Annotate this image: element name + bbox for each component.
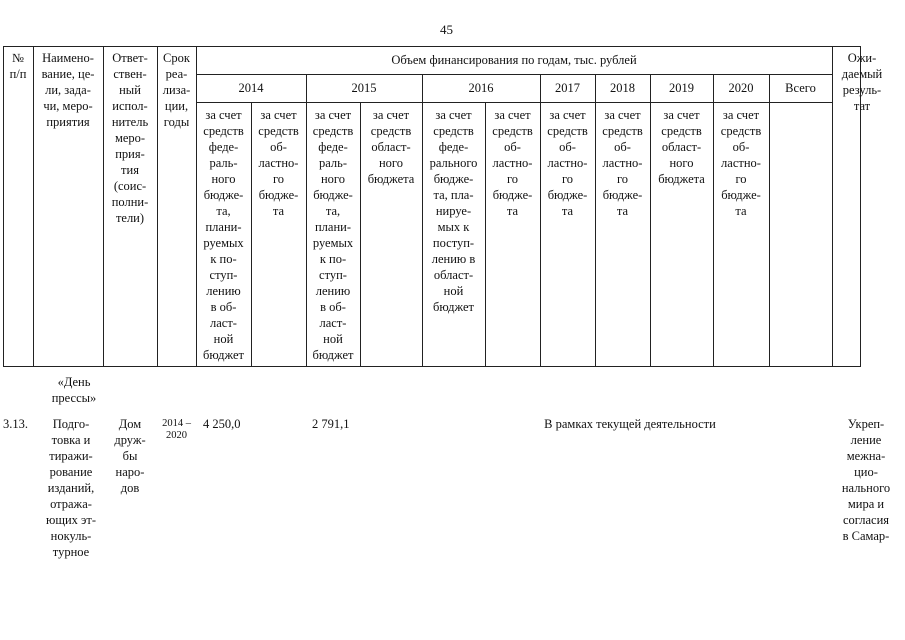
sub-2020-regional: за счет средств об- ластно- го бюдже- та	[720, 108, 762, 218]
item-value-2015-federal: 2 791,1	[312, 417, 350, 431]
sub-2015-regional: за счет средств област- ного бюджета	[367, 108, 415, 186]
sub-2016-regional: за счет средств об- ластно- го бюдже- та	[492, 108, 533, 218]
item-expected-result: Укреп- ление межна- цио- нального мира и согласия в Самар-	[841, 417, 891, 543]
header-number: № п/п	[9, 51, 27, 81]
item-responsible: Дом друж- бы наро- дов	[114, 417, 146, 495]
year-2017: 2017	[555, 81, 580, 95]
item-value-2014-federal: 4 250,0	[203, 417, 241, 431]
sub-2019-regional: за счет средств област- ного бюджета	[658, 108, 705, 186]
sub-2014-regional: за счет средств об- ластно- го бюдже- та	[258, 108, 299, 218]
header-expected-result: Ожи- даемый резуль- тат	[841, 51, 883, 113]
item-number: 3.13.	[3, 417, 28, 431]
previous-item-tail: «День прессы»	[51, 375, 97, 405]
sub-2017-regional: за счет средств об- ластно- го бюдже- та	[547, 108, 588, 218]
sub-2014-federal: за счет средств феде- раль- ного бюдже- та, плани- руемых к по- ступ- лению в об- ласт- ной бюджет	[203, 108, 244, 362]
header-total: Всего	[785, 81, 816, 95]
sub-2016-federal: за счет средств феде- рального бюдже- та, пла- нируе- мых к поступ- лению в област- ной бюджет	[429, 108, 478, 314]
item-funding-note: В рамках текущей деятельности	[544, 417, 716, 431]
year-2016: 2016	[468, 81, 494, 95]
item-name: Подго- товка и тиражи- рование изданий, отража- ющих эт- нокуль- турное	[45, 417, 97, 559]
header-funding: Объем финансирования по годам, тыс. рублей	[391, 53, 637, 67]
item-term: 2014 – 2020	[162, 418, 191, 441]
year-2015: 2015	[351, 81, 377, 95]
year-2019: 2019	[669, 81, 694, 95]
header-name: Наимено- вание, це- ли, зада- чи, меро- приятия	[41, 51, 95, 129]
year-2020: 2020	[728, 81, 754, 95]
header-term: Срок реа- лиза- ции, годы	[162, 51, 191, 129]
sub-2018-regional: за счет средств об- ластно- го бюдже- та	[602, 108, 643, 218]
year-2018: 2018	[610, 81, 635, 95]
sub-2015-federal: за счет средств феде- раль- ного бюдже- та, плани- руемых к по- ступ- лению в об- ласт- ной бюджет	[312, 108, 354, 362]
year-2014: 2014	[238, 81, 264, 95]
header-responsible: Ответ- ствен- ный испол- нитель меро- прия- тия (соис- полни- тели)	[111, 51, 149, 225]
page-number: 45	[440, 22, 453, 37]
